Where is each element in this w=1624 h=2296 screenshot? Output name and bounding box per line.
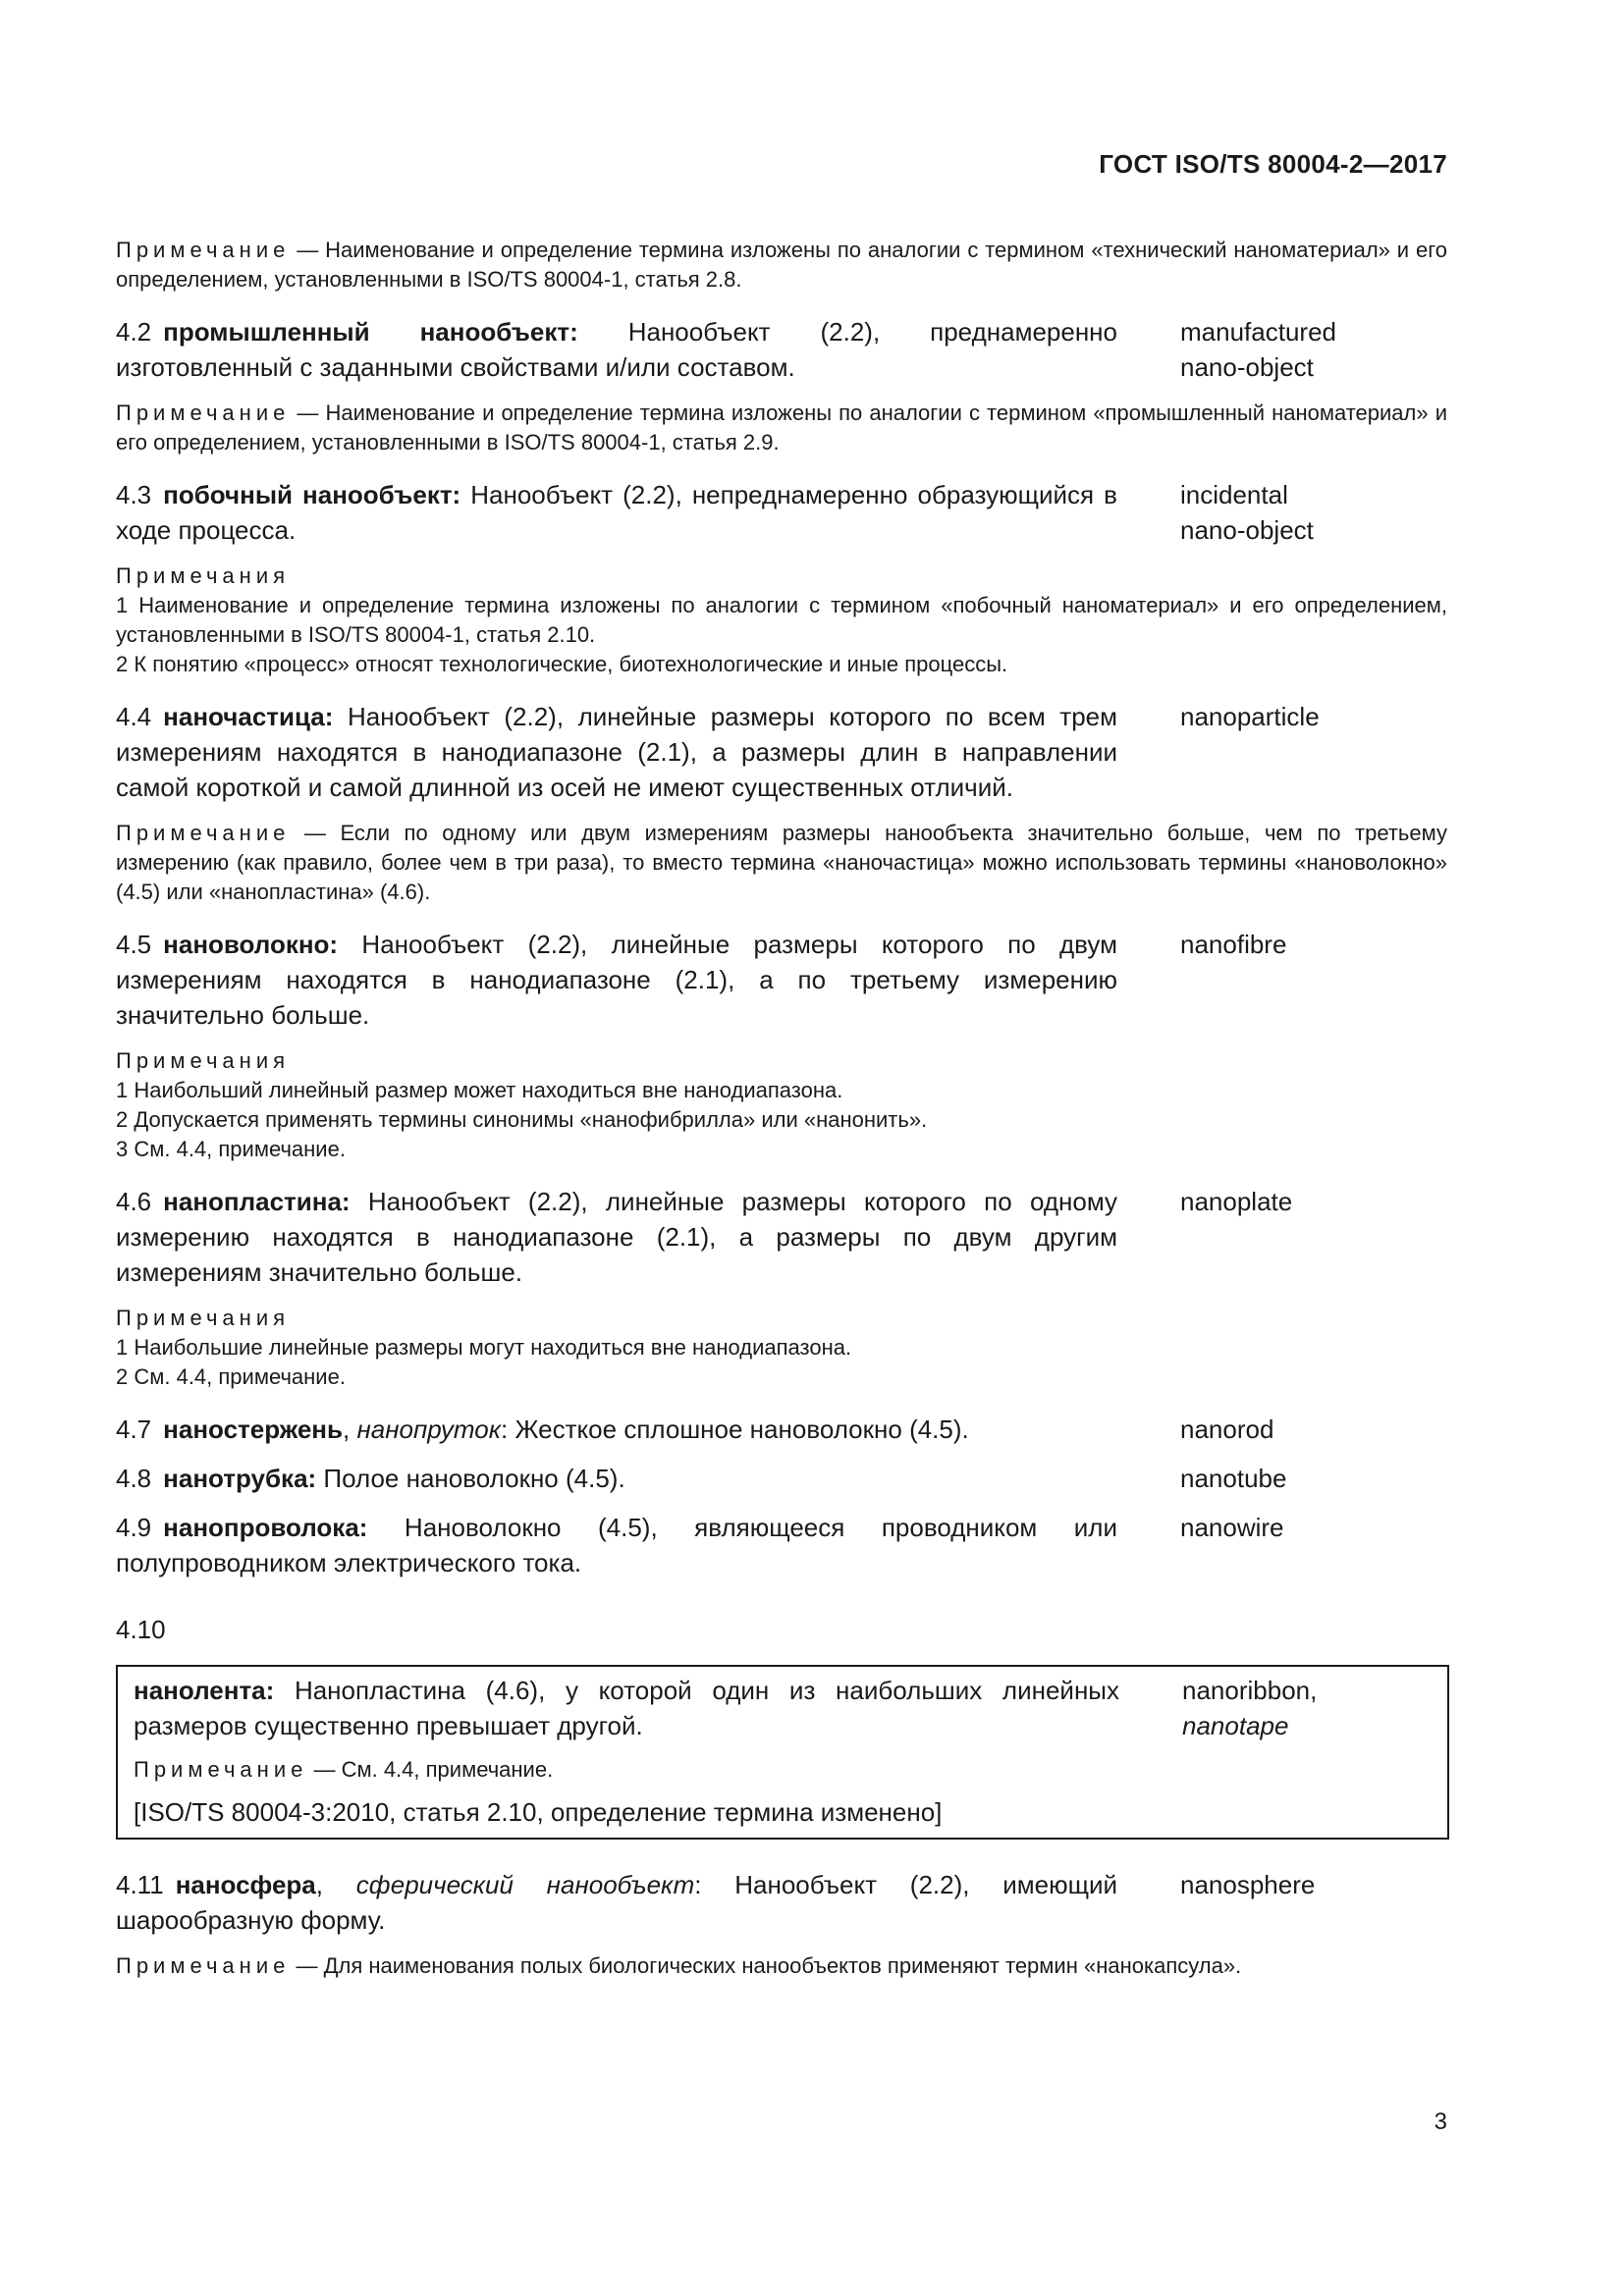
note-item: 3 См. 4.4, примечание. [116, 1137, 346, 1161]
english-term: nanosphere [1180, 1870, 1316, 1899]
english-term: nanoplate [1180, 1187, 1293, 1216]
term-definition [116, 1412, 1117, 1447]
note-item: 2 К понятию «процесс» относят технологические, биотехнологические и иные процессы. [116, 652, 1008, 676]
english-equivalent [1180, 1184, 1292, 1290]
english-equivalent [1180, 1510, 1284, 1580]
term-box-4-10 [116, 1665, 1449, 1840]
english-equivalent [1182, 1673, 1317, 1743]
english-equivalent [1180, 1867, 1315, 1938]
term-name: наностержень [163, 1415, 343, 1444]
term-name: нанопроволока: [163, 1513, 368, 1542]
term-entry-4-9 [116, 1510, 1447, 1580]
english-term-line-2: nano-object [1180, 352, 1314, 382]
english-equivalent [1180, 314, 1336, 385]
definition-text: : Жесткое сплошное нановолокно (4.5). [501, 1415, 969, 1444]
term-number-4-10: 4.10 [116, 1615, 166, 1644]
term-number: 4.3 [116, 480, 152, 509]
note-4-1 [116, 236, 1447, 294]
note-item: 1 Наибольший линейный размер может находиться вне нанодиапазона. [116, 1078, 843, 1102]
note-4-4 [116, 819, 1447, 907]
term-number: 4.6 [116, 1187, 152, 1216]
english-term: nanoparticle [1180, 702, 1320, 731]
notes-label: Примечания [116, 563, 291, 588]
note-item: 1 Наименование и определение термина изложены по аналогии с термином «побочный наноматериал» и его определением, установленными в ISO/TS 80004-1, статья 2.10. [116, 593, 1447, 647]
definition-text: Нанообъект (2.2), линейные размеры которого по всем трем измерениям находятся в нанодиапазоне (2.1), а размеры длин в направлении самой короткой и самой длинной из осей не имеют существенных отличий. [116, 702, 1117, 802]
definition-text: Нанообъект (2.2), преднамеренно изготовленный с заданными свойствами и/или составом. [116, 317, 1117, 382]
note-4-11 [116, 1951, 1447, 1981]
note-4-2 [116, 399, 1447, 457]
term-name: наночастица: [163, 702, 334, 731]
note-label: Примечание [116, 821, 291, 845]
term-entry-4-11 [116, 1867, 1447, 1938]
term-synonym: сферический нанообъект [355, 1870, 695, 1899]
note-text: — Для наименования полых биологических нанообъектов применяют термин «нанокапсула». [296, 1953, 1242, 1978]
note-label: Примечание [116, 238, 291, 262]
note-text: — Если по одному или двум измерениям размеры нанообъекта значительно больше, чем по третьему измерению (как правило, более чем в три раза), то вместо термина «наночастица» можно использовать термины «нановолокно» (4.5) или «нанопластина» (4.6). [116, 821, 1447, 904]
english-term-line-1: manufactured [1180, 317, 1336, 347]
page-number: 3 [1434, 2109, 1447, 2135]
english-equivalent [1180, 1412, 1273, 1447]
english-equivalent [1180, 477, 1314, 548]
english-term: nanotube [1180, 1464, 1287, 1493]
separator: , [315, 1870, 356, 1899]
english-term: nanorod [1180, 1415, 1274, 1444]
definition-text: Нанопластина (4.6), у которой один из наибольших линейных размеров существенно превышает другой. [134, 1676, 1119, 1740]
term-definition [116, 927, 1117, 1033]
note-item: 2 Допускается применять термины синонимы «нанофибрилла» или «нанонить». [116, 1107, 928, 1132]
english-term-line-2: nanotape [1182, 1711, 1289, 1740]
note-label: Примечание [116, 400, 291, 425]
term-number: 4.9 [116, 1513, 152, 1542]
term-name: побочный нанообъект: [163, 480, 461, 509]
english-term: nanofibre [1180, 930, 1287, 959]
note-item: 2 См. 4.4, примечание. [116, 1364, 346, 1389]
term-name: нанолента: [134, 1676, 275, 1705]
term-entry-4-3 [116, 477, 1447, 548]
term-number: 4.7 [116, 1415, 152, 1444]
notes-4-3 [116, 561, 1447, 679]
note-4-10 [134, 1755, 1432, 1785]
term-name: нанопластина: [163, 1187, 351, 1216]
source-reference: [ISO/TS 80004-3:2010, статья 2.10, определение термина изменено] [134, 1797, 943, 1827]
term-definition [116, 1867, 1117, 1938]
english-term-line-1: incidental [1180, 480, 1288, 509]
note-text: — См. 4.4, примечание. [313, 1757, 554, 1782]
notes-label: Примечания [116, 1306, 291, 1330]
notes-label: Примечания [116, 1048, 291, 1073]
term-entry-4-6 [116, 1184, 1447, 1290]
term-entry-4-4 [116, 699, 1447, 805]
term-number: 4.11 [116, 1870, 164, 1899]
english-equivalent [1180, 699, 1320, 805]
term-definition [116, 1510, 1117, 1580]
definition-text: Нанообъект (2.2), линейные размеры которого по двум измерениям находятся в нанодиапазоне (2.1), а по третьему измерению значительно больше. [116, 930, 1117, 1030]
term-definition [134, 1673, 1119, 1743]
english-equivalent [1180, 1461, 1286, 1496]
standard-header: ГОСТ ISO/TS 80004-2—2017 [1099, 149, 1447, 179]
term-definition [116, 477, 1117, 548]
notes-4-5 [116, 1046, 1447, 1164]
term-entry-4-2 [116, 314, 1447, 385]
term-entry-4-8 [116, 1461, 1447, 1496]
term-number: 4.2 [116, 317, 152, 347]
note-label: Примечание [116, 1953, 291, 1978]
separator: , [343, 1415, 357, 1444]
note-text: — Наименование и определение термина изложены по аналогии с термином «технический наноматериал» и его определением, установленными в ISO/TS 80004-1, статья 2.8. [116, 238, 1447, 292]
term-number: 4.8 [116, 1464, 152, 1493]
term-definition [116, 1461, 1117, 1496]
term-name: нанотрубка: [163, 1464, 317, 1493]
definition-text: Полое нановолокно (4.5). [316, 1464, 625, 1493]
term-entry-4-10 [134, 1673, 1432, 1743]
english-equivalent [1180, 927, 1286, 1033]
term-entry-4-5 [116, 927, 1447, 1033]
term-definition [116, 1184, 1117, 1290]
terms-content [116, 236, 1447, 2001]
term-definition [116, 699, 1117, 805]
term-name: нановолокно: [163, 930, 339, 959]
english-term: nanowire [1180, 1513, 1284, 1542]
term-entry-4-7 [116, 1412, 1447, 1447]
term-name: наносфера [175, 1870, 316, 1899]
term-definition [116, 314, 1117, 385]
english-term-line-2: nano-object [1180, 515, 1314, 545]
note-item: 1 Наибольшие линейные размеры могут находиться вне нанодиапазона. [116, 1335, 852, 1360]
term-name: промышленный нанообъект: [163, 317, 578, 347]
note-label: Примечание [134, 1757, 308, 1782]
definition-text: Нанообъект (2.2), линейные размеры которого по одному измерению находятся в нанодиапазоне (2.1), а размеры по двум другим измерениям значительно больше. [116, 1187, 1117, 1287]
definition-text: : Нанообъект (2.2), имеющий шарообразную форму. [116, 1870, 1118, 1935]
term-synonym: нанопруток [356, 1415, 501, 1444]
definition-text: Нанообъект (2.2), непреднамеренно образующийся в ходе процесса. [116, 480, 1117, 545]
term-number: 4.4 [116, 702, 152, 731]
notes-4-6 [116, 1304, 1447, 1392]
definition-text: Нановолокно (4.5), являющееся проводником или полупроводником электрического тока. [116, 1513, 1117, 1577]
term-number: 4.5 [116, 930, 152, 959]
note-text: — Наименование и определение термина изложены по аналогии с термином «промышленный наноматериал» и его определением, установленными в ISO/TS 80004-1, статья 2.9. [116, 400, 1447, 454]
english-term-line-1: nanoribbon, [1182, 1676, 1318, 1705]
